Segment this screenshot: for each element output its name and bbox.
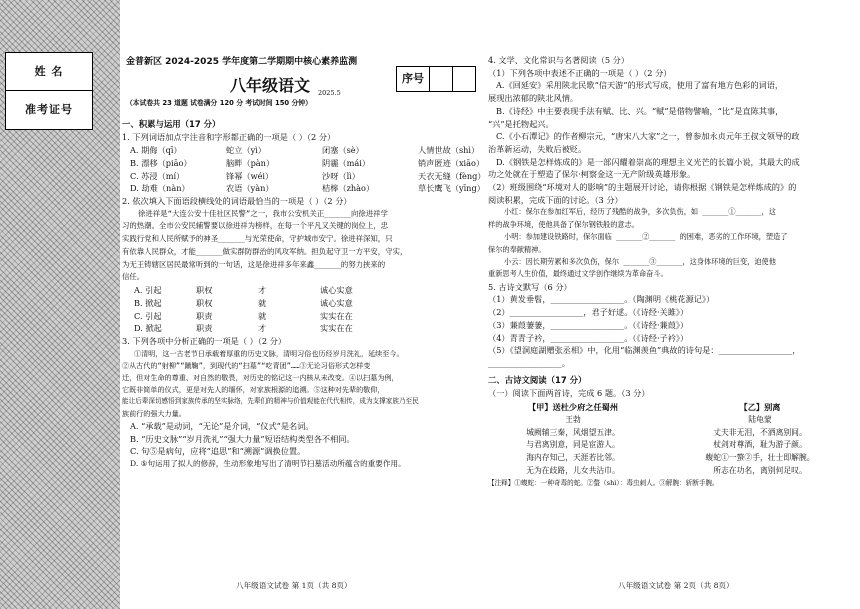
q4-option-b-line2: “兴”是托物起兴。: [488, 118, 554, 129]
q1-b-3: 阴霾（mái）: [322, 157, 371, 168]
q2-c-1: C. 引起: [134, 310, 162, 321]
q4-discussion: [488, 206, 850, 280]
exam-date: 2025.5: [318, 88, 341, 97]
xiaoyun-line2: 重新思考人生价值，最终通过文学创作继续为革命奋斗。: [488, 269, 668, 279]
q2-c-3: 就: [258, 310, 267, 321]
question-6-stem: （一）阅读下面两首诗，完成 6 题。（3 分）: [488, 387, 650, 398]
q2-b-1: B. 掀起: [134, 297, 162, 308]
q1-d-1: D. 劫难（nàn）: [130, 183, 190, 194]
q2-d-3: 才: [258, 323, 267, 334]
question-4: [488, 54, 850, 281]
q1-a-2: 蛇立（yì）: [226, 145, 266, 156]
q2-b-4: 诚心实意: [320, 297, 353, 308]
q1-d-3: 桔槔（zhào）: [322, 183, 375, 194]
poem-b-line: 杖剑对尊酒，耻为游子颜。: [713, 440, 807, 450]
q2-option-c: [122, 310, 482, 323]
q1-a-4: 人情世故（shì）: [418, 145, 480, 156]
q1-d-2: 农语（yàn）: [226, 183, 274, 194]
q4-option-d-line2: 功之处就在于塑造了保尔·柯察金这一无产阶级英雄形象。: [488, 169, 696, 180]
poem-b-title: 【乙】别离: [739, 402, 781, 413]
q5-line-5: （5）《望洞庭湖赠张丞相》中，化用“临渊羡鱼”典故的诗句是：__________________，: [488, 345, 801, 356]
name-label: 姓 名: [6, 53, 92, 91]
q4-option-a-line1: A.《回延安》采用陕北民歌“信天游”的形式写成，使用了富有地方色彩的词语，: [496, 80, 784, 91]
seat-cell-2[interactable]: [453, 67, 475, 91]
page-2-footer: 八年级语文试卷 第 2页（共 8页）: [618, 581, 734, 590]
q1-b-2: 脑畔（pàn）: [226, 157, 275, 168]
section-1-heading: 一、积累与运用（17 分）: [122, 119, 221, 130]
poems: [488, 401, 850, 477]
q2-option-a: [122, 284, 482, 297]
question-2-stem: 2. 依次填入下面语段横线处的词语最恰当的一项是（ ）（2 分）: [122, 196, 352, 206]
q2-option-b: [122, 297, 482, 310]
q2-a-1: A. 引起: [134, 285, 162, 296]
q4-option-d-line1: D.《钢铁是怎样炼成的》是一部闪耀着崇高的理想主义光芒的长篇小说，其最大的成: [496, 156, 800, 167]
q1-c-4: 天衣无缝（fèng）: [418, 170, 486, 181]
seat-label: 序号: [397, 67, 430, 91]
q4-option-b-line1: B.《诗经》中主要表现手法有赋、比、兴。“赋”是借物譬喻，“比”是直陈其事，: [496, 105, 784, 116]
xiaohong-line1: 小红：保尔在参加红军后，经历了残酷的战争，多次负伤，如 ______①______，这: [504, 207, 776, 217]
q2-option-d: [122, 322, 482, 335]
poem-a: [488, 401, 658, 477]
question-3-stem: 3. 下列各项中分析正确的一项是（ ）（2 分）: [122, 335, 287, 346]
q1-d-4: 草长鹰飞（yīng）: [418, 183, 485, 194]
q4-option-a-line2: 展现出浓郁的陕北风情。: [488, 93, 579, 104]
q2-a-4: 诚心实意: [320, 285, 353, 296]
student-id-box: [5, 52, 93, 130]
exam-id-label: 准考证号: [25, 103, 73, 116]
xiaoming-line1: 小明：参加建设铁路时，保尔面临 ______②______ 的困难，恶劣的工作环境，塑造了: [504, 232, 788, 242]
q1-a-1: A. 期侮（qī）: [130, 145, 182, 156]
question-2: [122, 195, 482, 335]
q3-passage-line: 迁，但对生命的尊重、对自然的敬畏，对历史的铭记这一内核从未改变。④以扫墓为例，: [122, 373, 399, 382]
q2-a-2: 职权: [196, 285, 213, 296]
page-2: [488, 54, 850, 488]
question-3: [122, 335, 482, 470]
q2-passage-line: 习的热潮。全市公安民辅警要以徐进祥为榜样，在每一个平凡又关键的岗位上，忠: [122, 221, 389, 231]
q4-option-c-line2: 治革新运动，失败后被贬。: [488, 143, 587, 154]
q3-option-b: B. “历史文脉”“岁月洗礼”“强大力量”短语结构类型各不相同。: [130, 433, 355, 444]
q2-c-2: 职责: [196, 310, 213, 321]
q1-row-b: [122, 157, 485, 170]
question-5-stem: 5. 古诗文默写（6 分）: [488, 281, 572, 292]
q5-line-1: （1）黄发垂髫，__________________。（陶渊明《桃花源记》）: [488, 294, 715, 305]
q2-c-4: 实实在在: [320, 310, 353, 321]
q1-row-c: [122, 170, 486, 183]
poem-a-title: 【甲】送杜少府之任蜀州: [527, 402, 619, 413]
poem-a-line: 海内存知己，天涯若比邻。: [526, 452, 620, 462]
q3-passage-line: 族前行的强大力量。: [122, 408, 186, 418]
q2-b-2: 职权: [196, 297, 213, 308]
q3-passage-line: ①清明，这一古老节日承载着厚重的历史文脉，清明习俗也历经岁月洗礼，延续至今。: [134, 348, 404, 358]
q1-row-a: [122, 144, 482, 157]
q3-option-a: A. “承载”是动词，“无论”是介词，“仪式”是名词。: [130, 420, 314, 431]
xiaohong-line2: 样的战争环境，使他具备了保尔钢铁般的意志。: [488, 219, 639, 229]
q1-c-3: 沙呀（lì）: [322, 170, 360, 181]
question-1-stem: 1. 下列词语加点字注音和字形都正确的一项是（ ）（2 分）: [122, 132, 336, 143]
xiaoming-line2: 保尔的奉献精神。: [488, 244, 546, 254]
poem-b-author: 陆龟蒙: [748, 415, 772, 425]
binding-strip: [0, 0, 120, 609]
poem-b: [670, 401, 850, 477]
poem-b-line: 蝮蛇①一螫②手，壮士即解腕。: [705, 452, 815, 462]
q5-line-2: （2）__________________，君子好逑。（《诗经·关雎》）: [488, 307, 689, 318]
q5-line-3: （3）蒹葭萋萋，__________________。（《诗经·蒹葭》）: [488, 319, 689, 330]
exam-title-line1: 金普新区 2024-2025 学年度第二学期期中核心素养监测: [126, 57, 358, 67]
page-1-footer: 八年级语文试卷 第 1页（共 8页）: [236, 581, 352, 590]
q2-passage-line: 为无王铸辖区居民最常听到的一句话，这是徐进祥多年来鑫______的努力挟来的: [122, 259, 386, 269]
q4-sub1-stem: （1）下列各项中表述不正确的一项是（ ）（2 分）: [488, 67, 672, 78]
q2-d-2: 职责: [196, 323, 213, 334]
q4-sub2-line2: 阅读积累，完成下面的讨论。（3 分）: [488, 194, 623, 205]
question-1: [122, 131, 486, 195]
q3-option-d: D. ⑤句运用了拟人的修辞，生动形象地写出了清明节扫墓活动所蕴含的重要作用。: [130, 459, 406, 468]
q2-d-1: D. 掀起: [134, 323, 162, 334]
q4-option-c-line1: C.《小石潭记》的作者柳宗元，“唐宋八大家”之一，曾参加永贞元年王叔文领导的政: [496, 131, 800, 142]
poem-b-line: 丈夫非无泪，不洒离别间。: [713, 427, 807, 437]
seat-cell-1[interactable]: [430, 67, 453, 91]
seat-number-box: [396, 66, 476, 92]
q2-passage-line: 有依靠人民群众，才能______做实群防群治的风攻军纳。担负起守卫一方平安，守实，: [122, 246, 408, 256]
exam-title-subject: 八年级语文: [230, 75, 311, 95]
question-2-passage: [122, 208, 482, 284]
q2-passage-line: 信任。: [122, 272, 145, 282]
poem-a-line: 与君离别意，同是宦游人。: [526, 440, 620, 450]
q3-passage-line: ②从古代的“射柳”“蹴鞠”，到现代的“扫墓”“吃青团”……③无论习俗形式怎样变: [122, 360, 371, 370]
q2-a-3: 才: [258, 285, 267, 296]
question-5: [488, 281, 850, 370]
q1-c-1: C. 苏浸（mí）: [130, 170, 185, 181]
poem-note: 【注释】①蝮蛇：一种奇毒的蛇。②螫（shì）：毒虫刺人。③解腕：斩断手腕。: [488, 479, 719, 488]
poem-a-line: 无为在歧路，儿女共沾巾。: [526, 465, 620, 475]
q2-d-4: 实实在在: [320, 323, 353, 334]
exam-subtitle: （本试卷共 23 道题 试卷满分 120 分 考试时间 150 分钟）: [126, 98, 312, 107]
q1-b-1: B. 漂移（piāo）: [130, 157, 192, 168]
q3-passage-line: 它既非简单的仪式，更是对先人的缅怀，对家族根源的追溯。⑤这种对先辈的敬仰，: [122, 385, 385, 395]
q5-line-6: __________________。: [488, 357, 570, 368]
q3-option-c: C. 句⑤是病句，应将“追思”和“溯源”调换位置。: [130, 446, 306, 457]
q1-b-4: 销声匿迹（xiāo）: [418, 157, 485, 168]
question-4-stem: 4. 文学、文化常识与名著阅读（5 分）: [488, 55, 630, 65]
q3-passage-line: 能让后辈深切感悟到家族传承的坚实脉络，先辈们的精神与价值观能在代代相传，成为支撑家族乃至民: [122, 397, 419, 406]
q4-sub2-line1: （2）班级围绕“环境对人的影响”的主题展开讨论，请你根据《钢铁是怎样炼成的》的: [488, 182, 797, 193]
q1-row-d: [122, 182, 485, 195]
q2-passage-line: 实践行党和人民所赋予的神圣______与光荣使命，守护城市安宁。徐进祥深知，只: [122, 234, 393, 244]
poem-b-line: 所志在功名，离别何足叹。: [713, 465, 807, 475]
q1-a-3: 闭塞（sè）: [322, 145, 364, 156]
poem-a-line: 城阙辅三秦，风烟望五津。: [526, 427, 620, 437]
q2-b-3: 就: [258, 297, 267, 308]
page-1: [122, 56, 486, 470]
q1-c-2: 锋幂（wéi）: [226, 170, 274, 181]
q2-passage-line: 徐进祥是“大连公安十佳社区民警”之一，我市公安机关正______向徐进祥学: [138, 208, 388, 218]
xiaoyun-line1: 小云：因长期劳累和多次负伤，保尔 ______③______，这身体环境的巨变，迫使他: [504, 256, 776, 266]
poem-a-author: 王勃: [565, 415, 581, 425]
question-3-passage: [122, 348, 482, 420]
q5-line-4: （4）青青子衿，__________________。（《诗经·子衿》）: [488, 332, 689, 343]
section-2-heading: 二、古诗文阅读（17 分）: [488, 374, 587, 385]
